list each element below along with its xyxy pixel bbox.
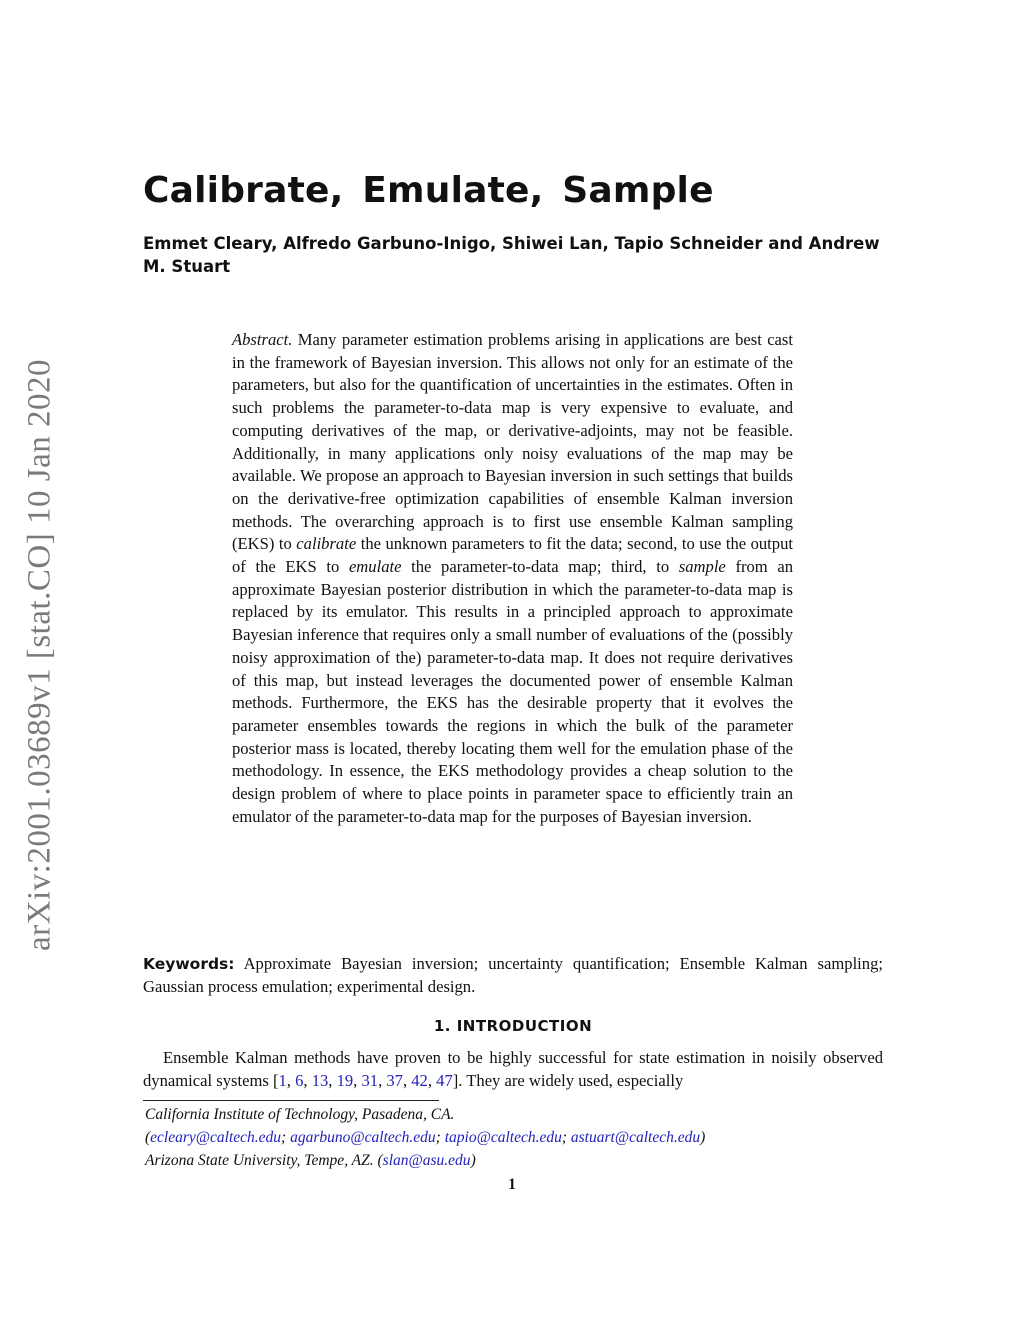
page-number: 1: [508, 1176, 516, 1193]
abstract-emphasis-emulate: emulate: [348, 557, 402, 577]
citation-link[interactable]: 42: [411, 1070, 428, 1090]
introduction-paragraph: Ensemble Kalman methods have proven to be highly successful for state estimation in noisily observed dynamical systems [1, 6, 13, 19, 31, 37, 42, 47]. They are widely used, especially: [143, 1048, 883, 1090]
abstract-emphasis-calibrate: calibrate: [296, 534, 357, 554]
email-link[interactable]: tapio@caltech.edu: [444, 1129, 562, 1146]
keywords-text: Approximate Bayesian inversion; uncertainty quantification; Ensemble Kalman sampling; Gaussian process emulation; experimental design.: [143, 954, 883, 996]
keywords: [143, 953, 883, 998]
footnote-rule: [143, 1100, 439, 1101]
email-link[interactable]: astuart@caltech.edu: [570, 1129, 701, 1146]
citation-link[interactable]: 31: [361, 1070, 379, 1090]
footnote-affiliation-asu: Arizona State University, Tempe, AZ. (slan@asu.edu): [145, 1152, 476, 1169]
abstract-text-2: the unknown parameters to fit the data; second, to use the output of the EKS to: [232, 534, 793, 577]
abstract-label: Abstract.: [232, 330, 293, 349]
citation-link[interactable]: 1: [278, 1070, 287, 1090]
citation-link[interactable]: 47: [436, 1070, 453, 1090]
abstract-text-3: the parameter-to-data map; third, to: [401, 557, 679, 577]
arxiv-identifier: arXiv:2001.03689v1 [stat.CO] 10 Jan 2020: [21, 359, 58, 951]
intro-text-post: ]. They are widely used, especially: [452, 1070, 684, 1090]
footnote-emails-caltech: (ecleary@caltech.edu; agarbuno@caltech.edu; tapio@caltech.edu; astuart@caltech.edu): [145, 1129, 706, 1146]
intro-text-pre: Ensemble Kalman methods have proven to be highly successful for state estimation in noisily observed dynamical systems [: [143, 1048, 883, 1090]
citation-link[interactable]: 37: [386, 1070, 403, 1090]
abstract: [232, 329, 793, 828]
citation-link[interactable]: 19: [336, 1070, 354, 1090]
citation-link[interactable]: 6: [295, 1070, 304, 1090]
abstract-text-4: from an approximate Bayesian posterior distribution in which the parameter-to-data map is replaced by its emulator. This results in a principled approach to approximate Bayesian inference that requires only a small number of evaluations of the (possibly noisy approximation of the) parameter-to-data map. It does not require derivatives of this map, but instead leverages the documented power of ensemble Kalman methods. Furthermore, the EKS has the desirable property that it evolves the parameter ensembles towards the regions in which the bulk of the parameter posterior mass is located, thereby locating them well for the emulation phase of the methodology. In essence, the EKS methodology provides a cheap solution to the design problem of where to place points in parameter space to efficiently train an emulator of the parameter-to-data map for the purposes of Bayesian inversion.: [232, 557, 794, 826]
email-link[interactable]: ecleary@caltech.edu: [150, 1129, 282, 1146]
citation-link[interactable]: 13: [311, 1070, 329, 1090]
paper-title: Calibrate, Emulate, Sample: [143, 170, 714, 211]
section-heading-introduction: 1. INTRODUCTION: [433, 1017, 593, 1035]
footnote-affiliation-caltech: California Institute of Technology, Pasadena, CA.: [145, 1106, 455, 1123]
email-link[interactable]: agarbuno@caltech.edu: [290, 1129, 436, 1146]
keywords-label: Keywords:: [143, 955, 235, 973]
arxiv-sidebar: [0, 350, 80, 960]
affiliation-asu-text: Arizona State University, Tempe, AZ.: [145, 1152, 374, 1169]
email-link[interactable]: slan@asu.edu: [382, 1152, 471, 1169]
author-list: Emmet Cleary, Alfredo Garbuno-Inigo, Shiwei Lan, Tapio Schneider and Andrew M. Stuart: [143, 234, 880, 276]
abstract-emphasis-sample: sample: [678, 557, 726, 577]
abstract-text-1: Many parameter estimation problems arising in applications are best cast in the framework of Bayesian inversion. This allows not only for an estimate of the parameters, but also for the quantification of uncertainties in the estimates. Often in such problems the parameter-to-data map is very expensive to evaluate, and computing derivatives of the map, or derivative-adjoints, may not be feasible. Additionally, in many applications only noisy evaluations of the map may be available. We propose an approach to Bayesian inversion in such settings that builds on the derivative-free optimization capabilities of ensemble Kalman inversion methods. The overarching approach is to first use ensemble Kalman sampling (EKS) to: [232, 330, 793, 554]
